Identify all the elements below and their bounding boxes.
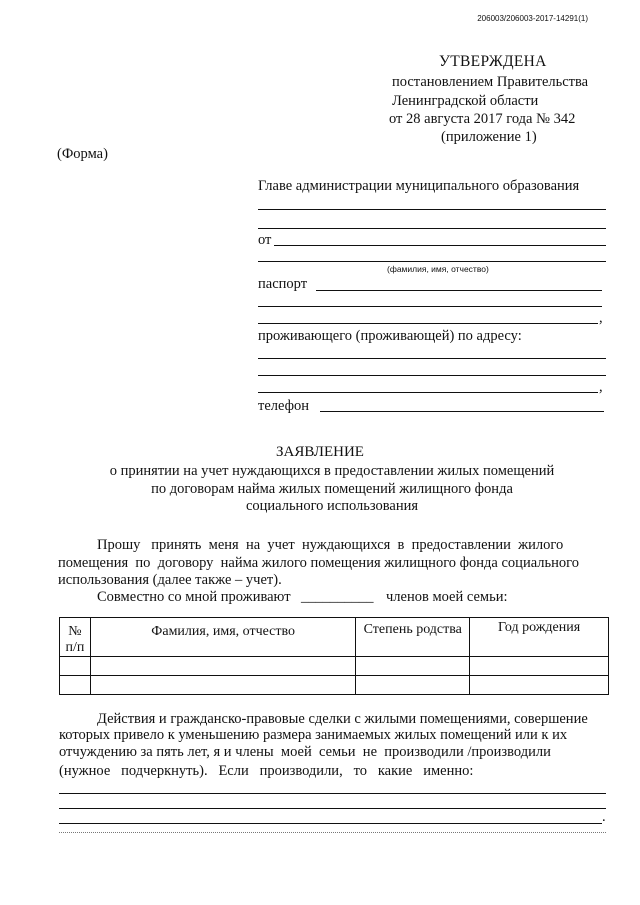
actions-answer-line-1[interactable]	[59, 793, 606, 794]
document-id: 206003/206003-2017-14291(1)	[477, 14, 588, 23]
cell-num[interactable]	[60, 657, 91, 676]
cell-fio[interactable]	[90, 657, 355, 676]
col-header-num-line2: п/п	[65, 640, 85, 655]
cell-birth-year[interactable]	[470, 676, 609, 695]
cell-relation[interactable]	[356, 657, 470, 676]
address-comma: ,	[599, 379, 603, 395]
request-line-1: Прошу принять меня на учет нуждающихся в предоставлении жилого	[97, 537, 564, 553]
actions-line-4: (нужное подчеркнуть). Если производили, то какие именно:	[59, 763, 474, 779]
scan-dotted-line	[59, 832, 606, 833]
cell-birth-year[interactable]	[470, 657, 609, 676]
request-line-2: помещения по договору найма жилого помещения жилищного фонда социального	[58, 555, 579, 571]
actions-answer-line-2[interactable]	[59, 808, 606, 809]
family-count-blank[interactable]: __________	[301, 589, 374, 605]
address-line-2[interactable]	[258, 375, 606, 376]
col-header-num-line1: №	[68, 624, 82, 639]
actions-line-1: Действия и гражданско-правовые сделки с жилыми помещениями, совершение	[97, 711, 588, 727]
col-header-fio	[90, 618, 355, 657]
addressee-to: Главе администрации муниципального образования	[258, 178, 580, 194]
cell-num[interactable]	[60, 676, 91, 695]
addressee-line-2[interactable]	[258, 228, 606, 229]
cell-fio[interactable]	[90, 676, 355, 695]
phone-field-line[interactable]	[320, 411, 604, 412]
passport-field-line[interactable]	[316, 290, 602, 291]
approval-line-4: (приложение 1)	[441, 129, 537, 145]
passport-label: паспорт	[258, 276, 308, 292]
actions-end-dot: .	[602, 809, 606, 825]
col-header-num	[60, 618, 91, 657]
statement-title: ЗАЯВЛЕНИЕ	[276, 444, 364, 460]
phone-label: телефон	[258, 398, 310, 414]
approval-line-3: от 28 августа 2017 года № 342	[389, 111, 576, 127]
col-header-birth-year-label: Год рождения	[498, 620, 581, 635]
family-count-suffix: членов моей семьи:	[386, 589, 508, 605]
approval-line-1: постановлением Правительства	[392, 74, 589, 90]
request-line-3: использования (далее также – учет).	[58, 572, 282, 588]
cell-relation[interactable]	[356, 676, 470, 695]
col-header-relation-label: Степень родства	[363, 622, 462, 637]
passport-comma: ,	[599, 310, 603, 326]
from-field-line[interactable]	[274, 245, 606, 246]
addressee-line-1[interactable]	[258, 209, 606, 210]
family-count-prefix: Совместно со мной проживают	[97, 589, 291, 605]
family-table	[59, 617, 609, 695]
statement-subtitle-2: по договорам найма жилых помещений жилищного фонда	[151, 481, 513, 497]
table-row[interactable]	[60, 657, 609, 676]
from-field-line-2[interactable]	[258, 261, 606, 262]
approval-title: УТВЕРЖДЕНА	[439, 53, 547, 70]
from-label: от	[258, 232, 272, 248]
actions-line-2: которых привело к уменьшению размера занимаемых жилых помещений или к их	[59, 727, 568, 743]
address-line-3[interactable]	[258, 392, 598, 393]
actions-line-3: отчуждению за пять лет, я и члены моей семьи не производили /производили	[59, 744, 551, 760]
table-row[interactable]	[60, 676, 609, 695]
form-label: (Форма)	[57, 146, 108, 162]
table-header-row	[60, 618, 609, 657]
col-header-birth-year	[470, 618, 609, 657]
statement-subtitle-3: социального использования	[245, 498, 419, 514]
passport-field-line-3[interactable]	[258, 323, 598, 324]
col-header-fio-label: Фамилия, имя, отчество	[151, 624, 296, 639]
fio-caption: (фамилия, имя, отчество)	[387, 264, 489, 274]
passport-field-line-2[interactable]	[258, 306, 602, 307]
approval-line-2: Ленинградской области	[392, 93, 539, 109]
col-header-relation	[356, 618, 470, 657]
address-line-1[interactable]	[258, 358, 606, 359]
actions-answer-line-3[interactable]	[59, 823, 602, 824]
statement-subtitle-1: о принятии на учет нуждающихся в предоставлении жилых помещений	[109, 463, 555, 479]
residing-label: проживающего (проживающей) по адресу:	[258, 328, 522, 344]
